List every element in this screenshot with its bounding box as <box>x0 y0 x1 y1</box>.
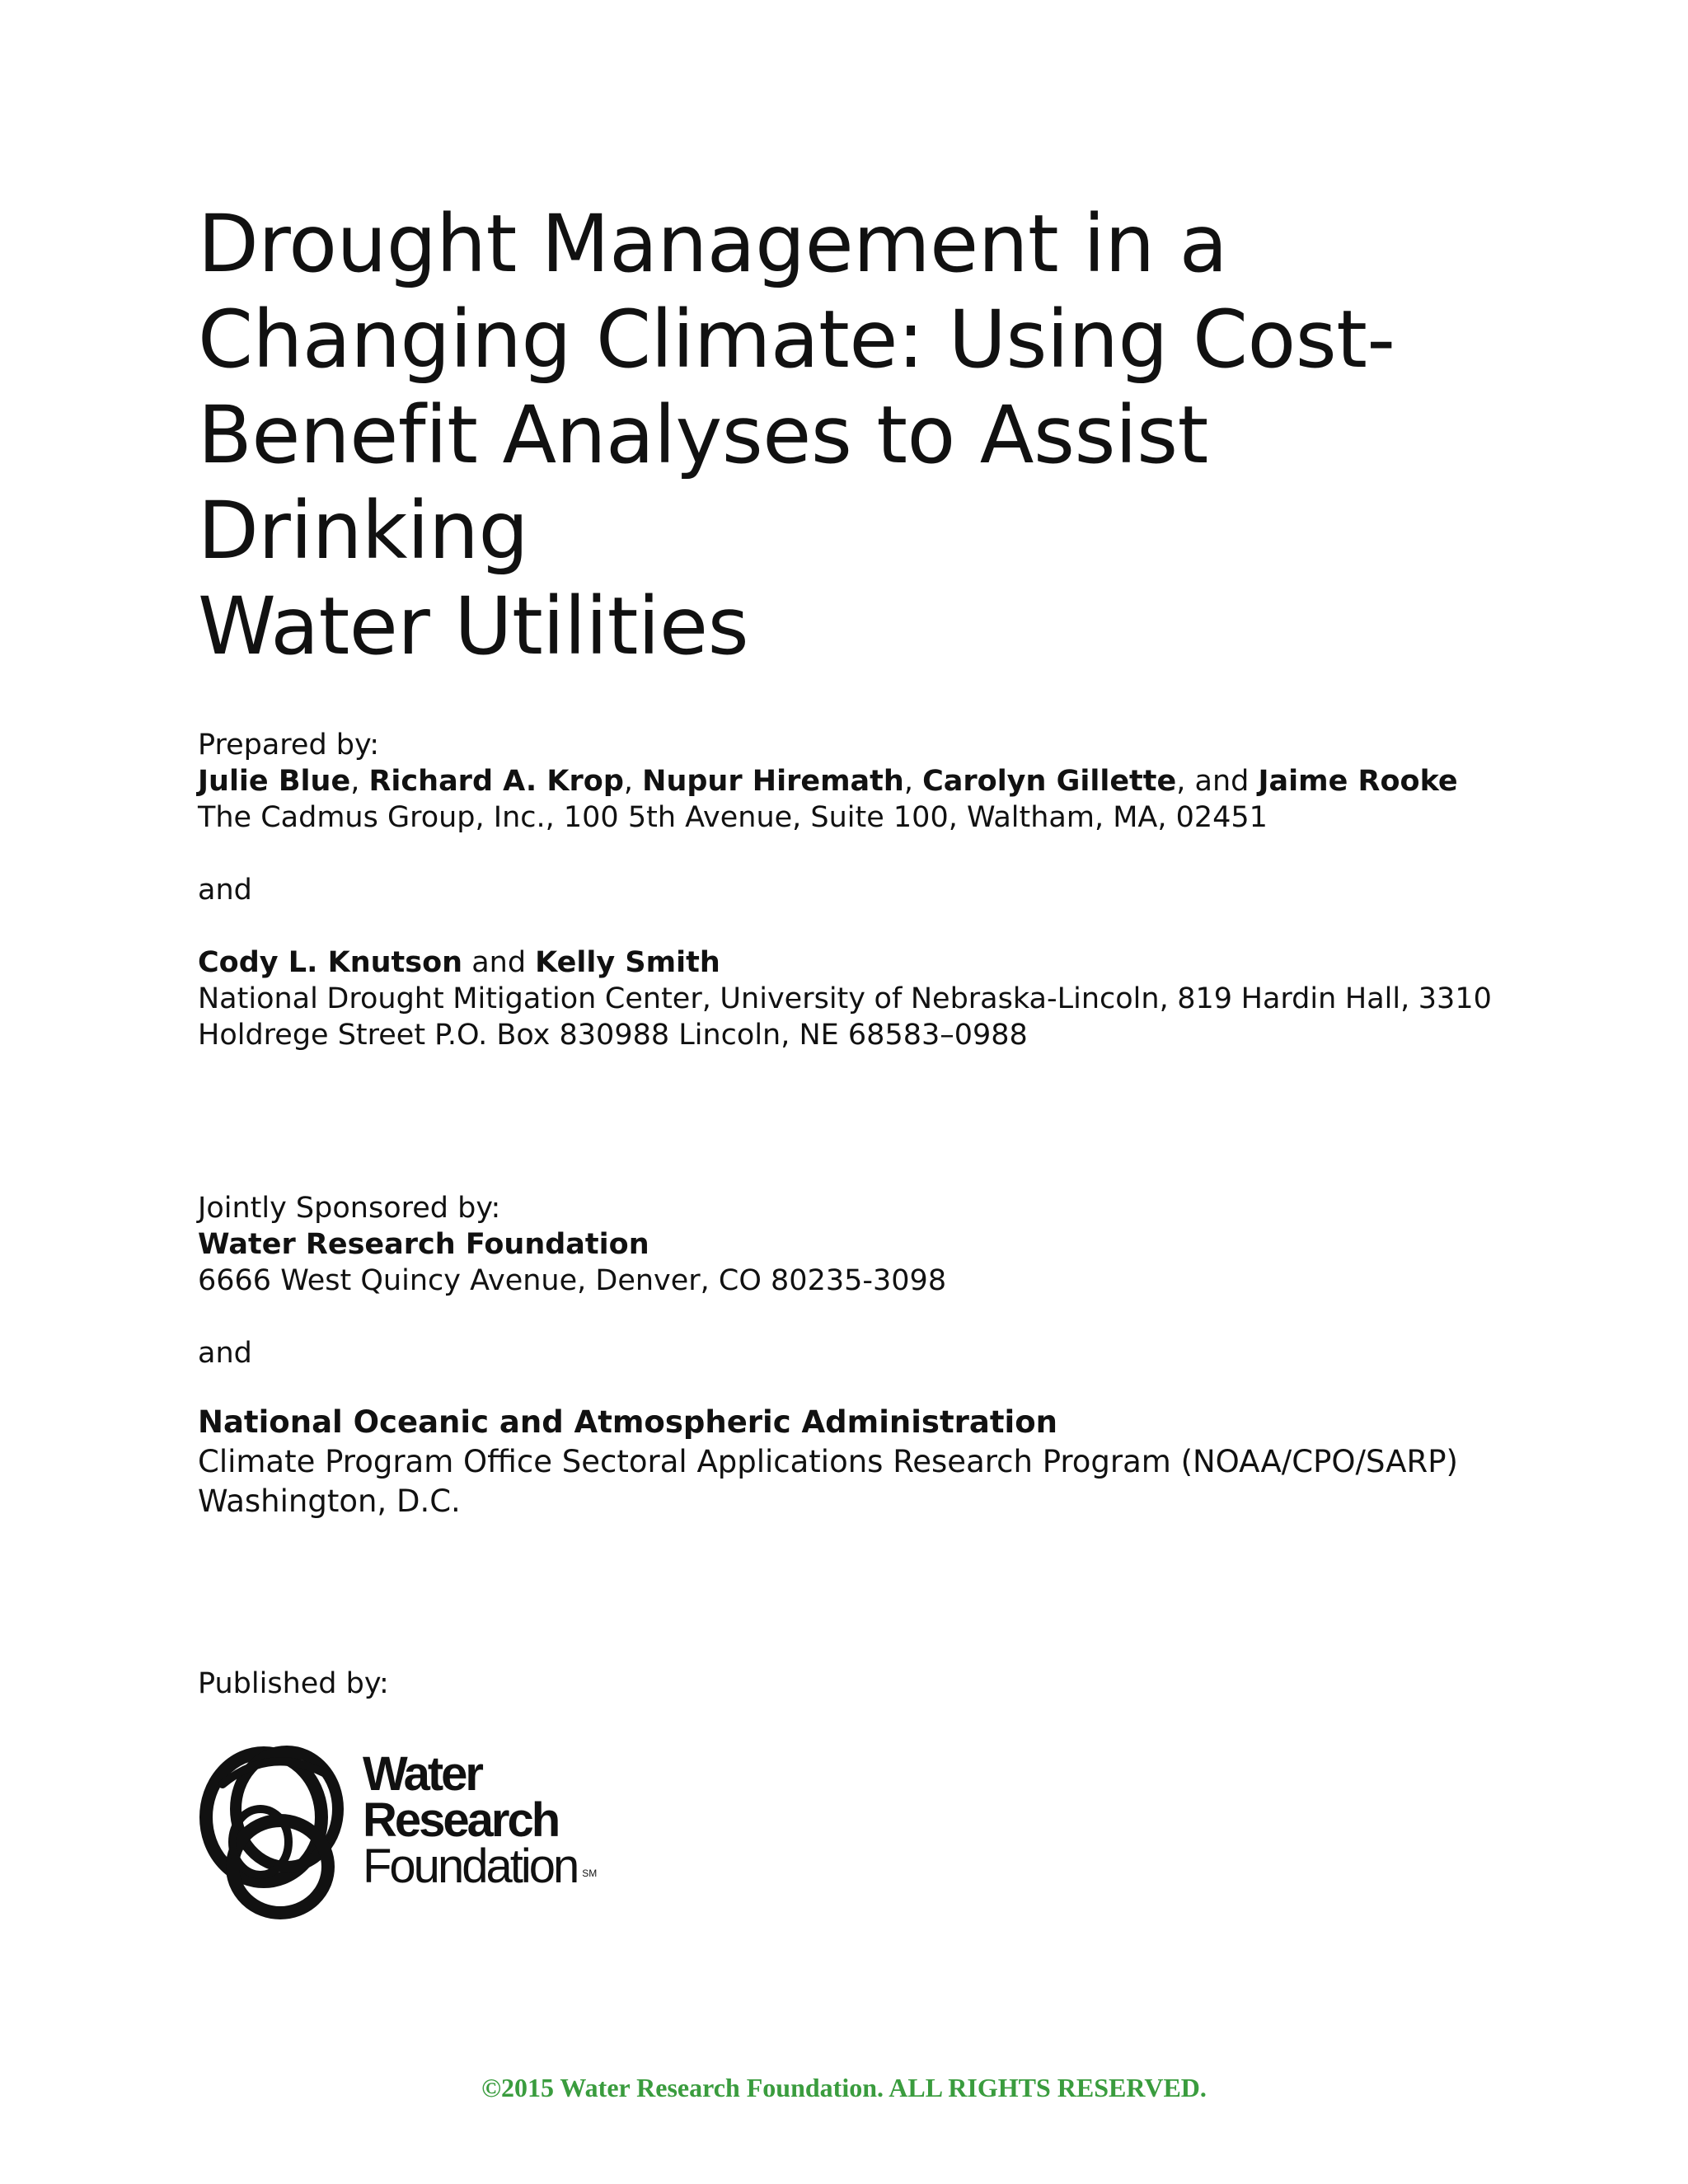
sponsor-name: Water Research Foundation <box>198 1228 649 1261</box>
published-by-section <box>198 1666 1492 1702</box>
spacer <box>198 1299 1492 1335</box>
author-name: Kelly Smith <box>535 946 720 979</box>
author-separator: , and <box>1176 765 1259 798</box>
sponsor-address: 6666 West Quincy Avenue, Denver, CO 80235-3098 <box>198 1264 947 1297</box>
address-word: Center, <box>604 982 711 1015</box>
logo-wordmark <box>363 1747 598 1893</box>
title-line: Changing Climate: Using Cost- <box>198 293 1395 386</box>
author-name: Julie Blue <box>198 765 351 798</box>
address-word: Hall, <box>1344 982 1410 1015</box>
prepared-by-section <box>198 727 1492 1053</box>
logo-line-text: Foundation <box>363 1840 578 1893</box>
cadmus-authors <box>198 763 1492 799</box>
address-word: 819 <box>1177 982 1233 1015</box>
sponsor-program: Climate Program Office Sectoral Applications Research Program (NOAA/CPO/SARP) <box>198 1444 1458 1479</box>
ndmc-authors <box>198 944 1492 981</box>
logo-line: Water <box>363 1747 481 1801</box>
address-word: of <box>874 982 903 1015</box>
address-word: Hardin <box>1240 982 1337 1015</box>
prepared-by-label: Prepared by: <box>198 729 379 762</box>
address-word: University <box>720 982 865 1015</box>
address-word: Nebraska-Lincoln, <box>910 982 1169 1015</box>
sponsor-location: Washington, D.C. <box>198 1483 461 1519</box>
address-word: Mitigation <box>452 982 597 1015</box>
and-separator: and <box>198 1337 252 1370</box>
sponsored-by-section <box>198 1190 1492 1371</box>
address-word: National <box>198 982 318 1015</box>
author-separator: , <box>623 765 643 798</box>
author-name: Jaime Rooke <box>1258 765 1458 798</box>
author-joiner: and <box>462 946 536 979</box>
sponsor-name: National Oceanic and Atmospheric Administration <box>198 1404 1057 1440</box>
author-name: Cody L. Knutson <box>198 946 463 979</box>
author-name: Nupur Hiremath <box>642 765 904 798</box>
interlocking-rings-logo-icon <box>198 1735 363 1921</box>
author-name: Richard A. Krop <box>368 765 624 798</box>
published-by-label: Published by: <box>198 1667 389 1700</box>
title-line: Drought Management in a <box>198 198 1228 290</box>
copyright-notice: ©2015 Water Research Foundation. ALL RIGHTS RESERVED. <box>481 2073 1207 2102</box>
service-mark: SM <box>582 1868 598 1879</box>
title-line: Water Utilities <box>198 580 749 673</box>
report-title <box>198 196 1517 674</box>
ndmc-address-line1 <box>198 981 1492 1017</box>
author-separator: , <box>903 765 923 798</box>
ndmc-address-line2: Holdrege Street P.O. Box 830988 Lincoln, NE 68583–0988 <box>198 1019 1028 1052</box>
author-name: Carolyn Gillette <box>922 765 1177 798</box>
spacer <box>198 836 1492 872</box>
logo-line <box>363 1840 598 1893</box>
spacer <box>198 908 1492 944</box>
cadmus-address: The Cadmus Group, Inc., 100 5th Avenue, Suite 100, Waltham, MA, 02451 <box>198 801 1268 834</box>
author-separator: , <box>350 765 369 798</box>
title-line: Benefit Analyses to Assist Drinking <box>198 389 1208 577</box>
address-word: Drought <box>326 982 444 1015</box>
sponsored-by-label: Jointly Sponsored by: <box>198 1192 501 1225</box>
water-research-foundation-logo <box>198 1735 659 1921</box>
logo-line: Research <box>363 1793 559 1847</box>
address-word: 3310 <box>1418 982 1492 1015</box>
and-separator: and <box>198 874 252 907</box>
noaa-section <box>198 1403 1492 1521</box>
